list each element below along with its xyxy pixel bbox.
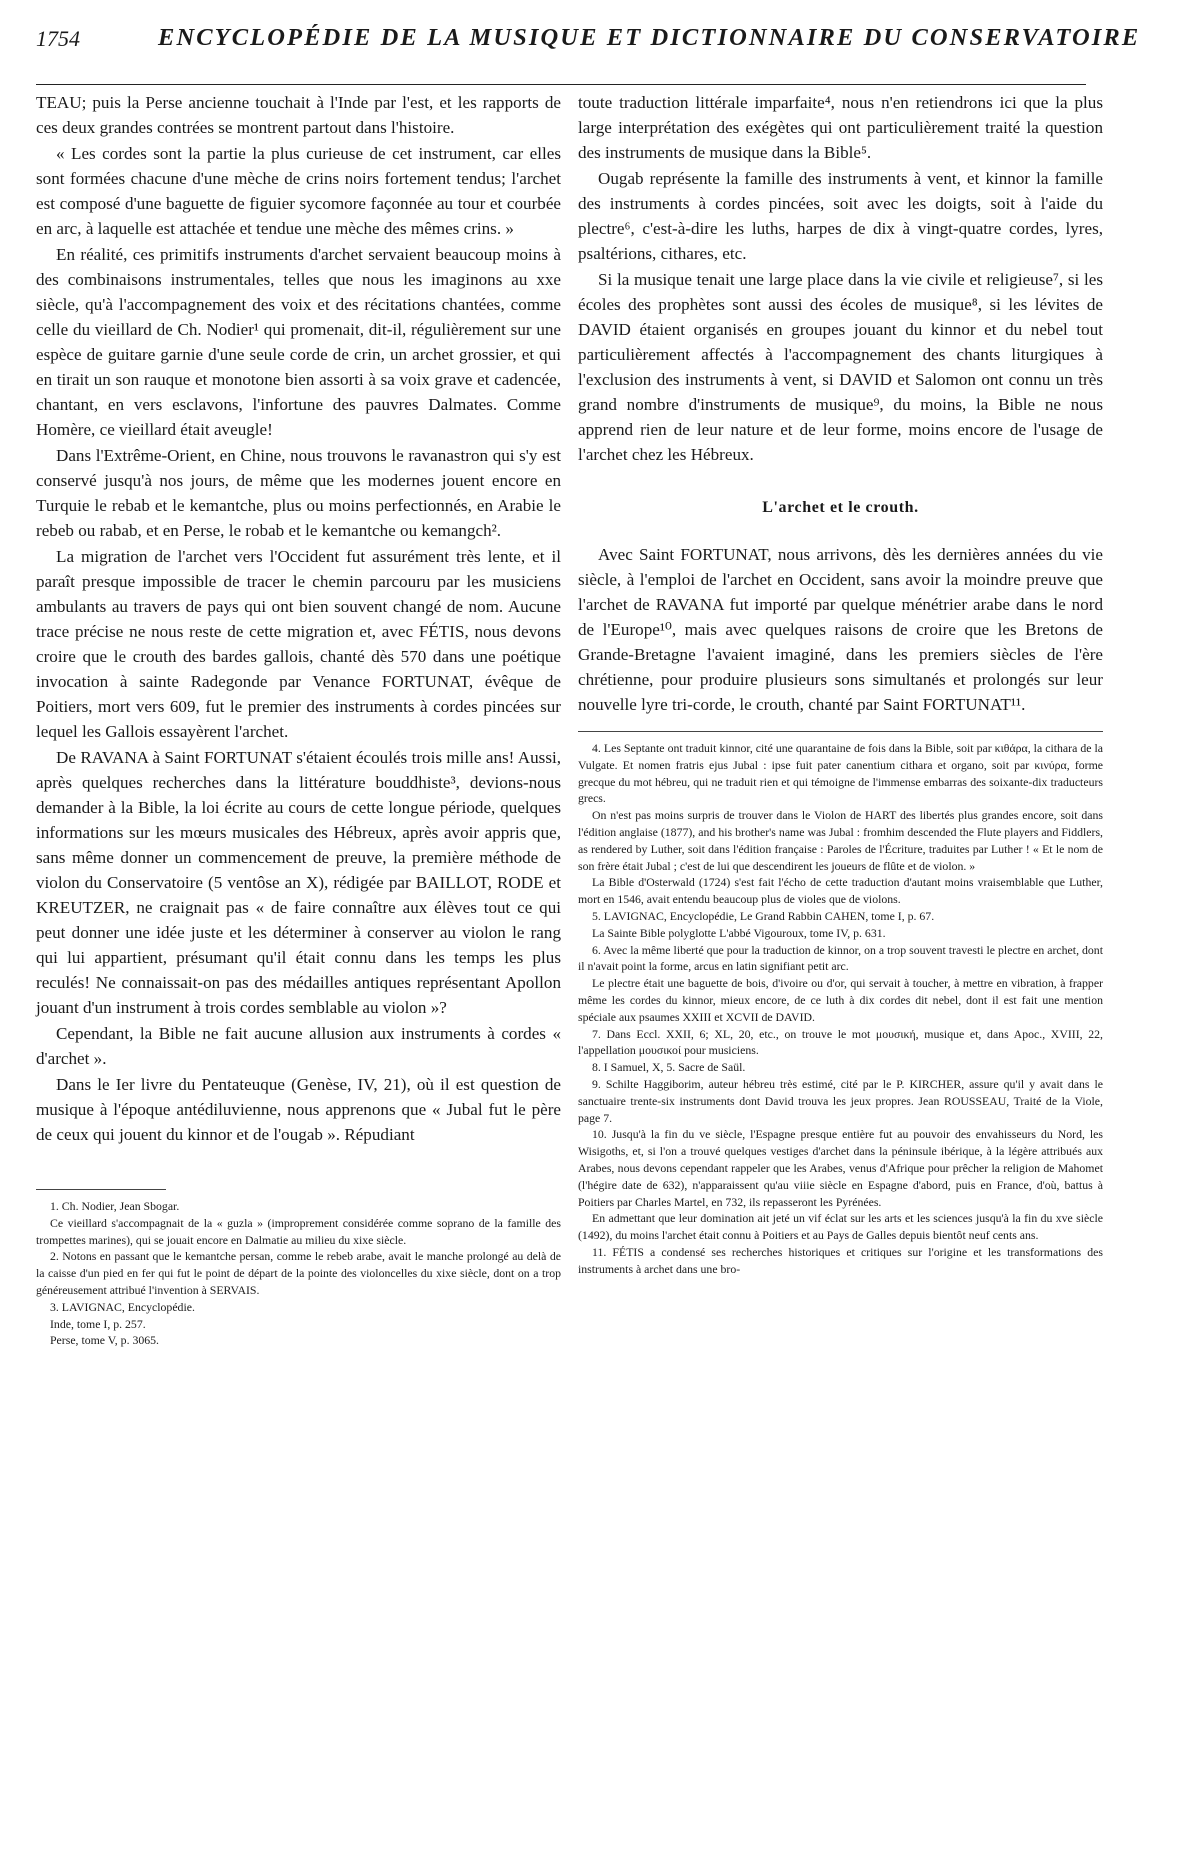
footnote: On n'est pas moins surpris de trouver dans le Violon de HART des libertés plus grandes encore, soit dans l'édition anglaise (1877), and his brother's name was Jubal : fromhim descended the Flute players and Fiddlers, as rendered by Luther, soit dans l'édition française : Paroles de l'Écriture, traduites par Luther ! « Et le nom de son frère était Jubal ; c'est de lui que descendirent les joueurs de flûte et de violon. » [578, 808, 1103, 873]
footnote: La Bible d'Osterwald (1724) s'est fait l'écho de cette traduction d'autant moins vraisemblable que Luther, mort en 1546, avait entendu beaucoup plus de violes que de violons. [578, 875, 1103, 907]
right-footnotes [578, 740, 1103, 1278]
footnote: 6. Avec la même liberté que pour la traduction de kinnor, on a trop souvent travesti le plectre en archet, dont il n'avait point la forme, arcus en latin signifiant petit arc. [578, 942, 1103, 974]
paragraph: Ougab représente la famille des instruments à vent, et kinnor la famille des instruments à cordes pincées, soit avec les doigts, soit à l'aide du plectre⁶, c'est-à-dire les luths, harpes de dix à vingt-quatre cordes, lyres, psaltérions, cithares, etc. [578, 169, 1103, 263]
paragraph: TEAU; puis la Perse ancienne touchait à l'Inde par l'est, et les rapports de ces deux grandes contrées se montrent partout dans l'histoire. [36, 93, 561, 137]
footnote: Ce vieillard s'accompagnait de la « guzla » (improprement considérée comme soprano de la famille des trompettes marines), qui se jouait encore en Dalmatie au milieu du xixe siècle. [36, 1215, 561, 1247]
paragraph: Dans l'Extrême-Orient, en Chine, nous trouvons le ravanastron qui s'y est conservé jusqu'à nos jours, de même que les modernes jouent encore en Turquie le rebab et le kemantche, plus ou moins perfectionnés, en Arabie le rebeb ou rabab, et en Perse, le robab et le kemantche ou kemangch². [36, 446, 561, 540]
right-body-text [578, 90, 1103, 717]
left-column [36, 90, 561, 1349]
paragraph: toute traduction littérale imparfaite⁴, nous n'en retiendrons ici que la plus large interprétation des exégètes qui ont particulièrement traité la question des instruments de musique dans la Bible⁵. [578, 93, 1103, 162]
paragraph: La migration de l'archet vers l'Occident fut assurément très lente, et il paraît presque impossible de tracer le chemin parcouru par les musiciens ambulants au travers de pays qui ont bien souvent changé de nom. Aucune trace précise ne nous reste de cette migration et, avec FÉTIS, nous devons croire que le crouth des bardes gallois, chanté dès 570 dans une poétique invocation à sainte Radegonde par Venance FORTUNAT, évêque de Poitiers, mort vers 609, fut le premier des instruments à cordes pincées sur lequel les Gallois essayèrent l'archet. [36, 547, 561, 741]
page-header [36, 20, 1141, 85]
footnote: 9. Schilte Haggiborim, auteur hébreu très estimé, cité par le P. KIRCHER, assure qu'il y avait dans le sanctuaire trente-six instruments dont David trouva les jeux propres. Jean ROUSSEAU, Traité de la Viole, page 7. [578, 1076, 1103, 1125]
footnote: 3. LAVIGNAC, Encyclopédie. [50, 1299, 195, 1314]
left-body-text [36, 90, 561, 1147]
running-title: ENCYCLOPÉDIE DE LA MUSIQUE ET DICTIONNAIRE DU CONSERVATOIRE [158, 24, 1141, 51]
footnote: 5. LAVIGNAC, Encyclopédie, Le Grand Rabbin CAHEN, tome I, p. 67. [592, 908, 935, 923]
footnote-divider [36, 1189, 166, 1190]
paragraph: De RAVANA à Saint FORTUNAT s'étaient écoulés trois mille ans! Aussi, après quelques recherches dans la littérature bouddhiste³, devions-nous demander à la Bible, la loi écrite au cours de cette longue période, quelques informations sur les mœurs musicales des Hébreux, après avoir appris que, sans même donner un commencement de preuve, la première méthode de violon du Conservatoire (5 ventôse an X), rédigée par BAILLOT, RODE et KREUTZER, ne craignait pas « de faire connaître aux élèves tout ce qui peut donner une idée juste et les déterminer à conserver au violon le rang qui lui appartient, présumant qu'il était connu dans les temps les plus reculés! Ne connaissait-on pas des médailles antiques représentant Apollon jouant d'un instrument à trois cordes semblable au violon »? [36, 748, 561, 1017]
footnote: 4. Les Septante ont traduit kinnor, cité une quarantaine de fois dans la Bible, soit par κιθάρα, la cithara de la Vulgate. Et nomen fratris ejus Jubal : ipse fuit pater canentium cithara et organo, soit par κινύρα, forme grecque du mot hébreu, qui ne traduit rien et qui témoigne de l'immense embarras des soixante-dix traducteurs grecs. [578, 741, 1103, 806]
paragraph: Dans le Ier livre du Pentateuque (Genèse, IV, 21), où il est question de musique à l'époque antédiluvienne, nous apprenons que « Jubal fut le père de ceux qui jouent du kinnor et de l'ougab ». Répudiant [36, 1075, 561, 1144]
footnote: 7. Dans Eccl. XXII, 6; XL, 20, etc., on trouve le mot μουσική, musique et, dans Apoc., XVIII, 22, l'appellation μουσικοί pour musiciens. [578, 1026, 1103, 1058]
footnote: 1. Ch. Nodier, Jean Sbogar. [50, 1199, 180, 1213]
section-title: L'archet et le crouth. [762, 499, 919, 516]
footnote: Le plectre était une baguette de bois, d'ivoire ou d'or, qui servait à toucher, à mettre en vibration, à frapper même les cordes du kinnor, mieux encore, de ce luth à dix cordes dit nebel, dont il est fait une mention spéciale aux psaumes XXIII et XCVII de DAVID. [578, 976, 1103, 1024]
paragraph: « Les cordes sont la partie la plus curieuse de cet instrument, car elles sont formées chacune d'une mèche de crins noirs fortement tendus; l'archet est composé d'une baguette de figuier sycomore façonnée au tour et courbée en arc, à laquelle est attachée et tendue une mèche des mêmes crins. » [36, 144, 561, 238]
paragraph: Cependant, la Bible ne fait aucune allusion aux instruments à cordes « d'archet ». [36, 1024, 561, 1068]
footnote: 2. Notons en passant que le kemantche persan, comme le rebeb arabe, avait le manche prolongé au delà de la caisse d'un pied en fer qui fut le point de départ de la pointe des violoncelles du xixe siècle, dont on a trop généreusement attribué l'invention à SERVAIS. [36, 1249, 561, 1297]
footnote: 11. FÉTIS a condensé ses recherches historiques et critiques sur l'origine et les transformations des instruments à archet dans une bro- [578, 1244, 1103, 1276]
paragraph: Si la musique tenait une large place dans la vie civile et religieuse⁷, si les écoles des prophètes sont aussi des écoles de musique⁸, si les lévites de DAVID étaient organisés en groupes jouant du kinnor et du nebel tout particulièrement affectés à l'accompagnement des chants liturgiques à l'exclusion des instruments à vent, si DAVID et Salomon ont connu un très grand nombre d'instruments de musique⁹, du moins, la Bible ne nous apprend rien de leur nature et de leur forme, moins encore de l'usage de l'archet chez les Hébreux. [578, 270, 1103, 464]
footnote: En admettant que leur domination ait jeté un vif éclat sur les arts et les sciences jusqu'à la fin du xve siècle (1492), du moins l'archet était connu à Poitiers et au Pays de Galles depuis bientôt neuf cents ans. [578, 1211, 1103, 1243]
paragraph: En réalité, ces primitifs instruments d'archet servaient beaucoup moins à des combinaisons instrumentales, telles que nous les imaginons au xxe siècle, qu'à l'accompagnement des voix et des récitations chantées, comme celle du vieillard de Ch. Nodier¹ qui promenait, dit-il, régulièrement sur une espèce de guitare garnie d'une seule corde de crin, un archet grossier, et qui en tirait un son rauque et monotone bien assorti à sa voix grave et cadencée, chantant, en vers esclavons, l'infortune des pauvres Dalmates. Comme Homère, ce vieillard était aveugle! [36, 245, 561, 439]
footnote: Inde, tome I, p. 257. [50, 1316, 146, 1331]
page-number: 1754 [36, 26, 80, 51]
paragraph: Avec Saint FORTUNAT, nous arrivons, dès les dernières années du vie siècle, à l'emploi de l'archet en Occident, sans avoir la moindre preuve que l'archet de RAVANA fut importé par quelque ménétrier arabe dans le nord de l'Europe¹⁰, mais avec quelques raisons de croire que les Bretons de Grande-Bretagne l'avaient imaginé, dans les premiers siècles de l'ère chrétienne, pour produire plusieurs sons simultanés et prolongés sur leur nouvelle lyre tri-corde, le crouth, chanté par Saint FORTUNAT¹¹. [578, 545, 1103, 714]
footnote-divider [578, 731, 1103, 732]
footnote: 10. Jusqu'à la fin du ve siècle, l'Espagne presque entière fut au pouvoir des envahisseurs du Nord, les Wisigoths, et, si l'on a trouvé quelques vestiges d'archet dans la péninsule ibérique, à la légère attribués aux Arabes, nous devons cependant rappeler que les Arabes, venus d'Afrique pour prêcher la religion de Mahomet (l'hégire date de 632), n'apparaissent qu'au viiie siècle en Espagne d'abord, puis en France, d'où, battus à Poitiers par Charles Martel, en 732, ils repasseront les Pyrénées. [578, 1127, 1103, 1209]
left-footnotes [36, 1198, 561, 1349]
footnote: 8. I Samuel, X, 5. Sacre de Saül. [592, 1060, 746, 1075]
left-footnotes-block [36, 1189, 561, 1349]
right-footnotes-block [578, 731, 1103, 1278]
right-column [578, 90, 1103, 1278]
footnote: Perse, tome V, p. 3065. [50, 1333, 160, 1348]
footnote: La Sainte Bible polyglotte L'abbé Vigouroux, tome IV, p. 631. [592, 925, 886, 940]
